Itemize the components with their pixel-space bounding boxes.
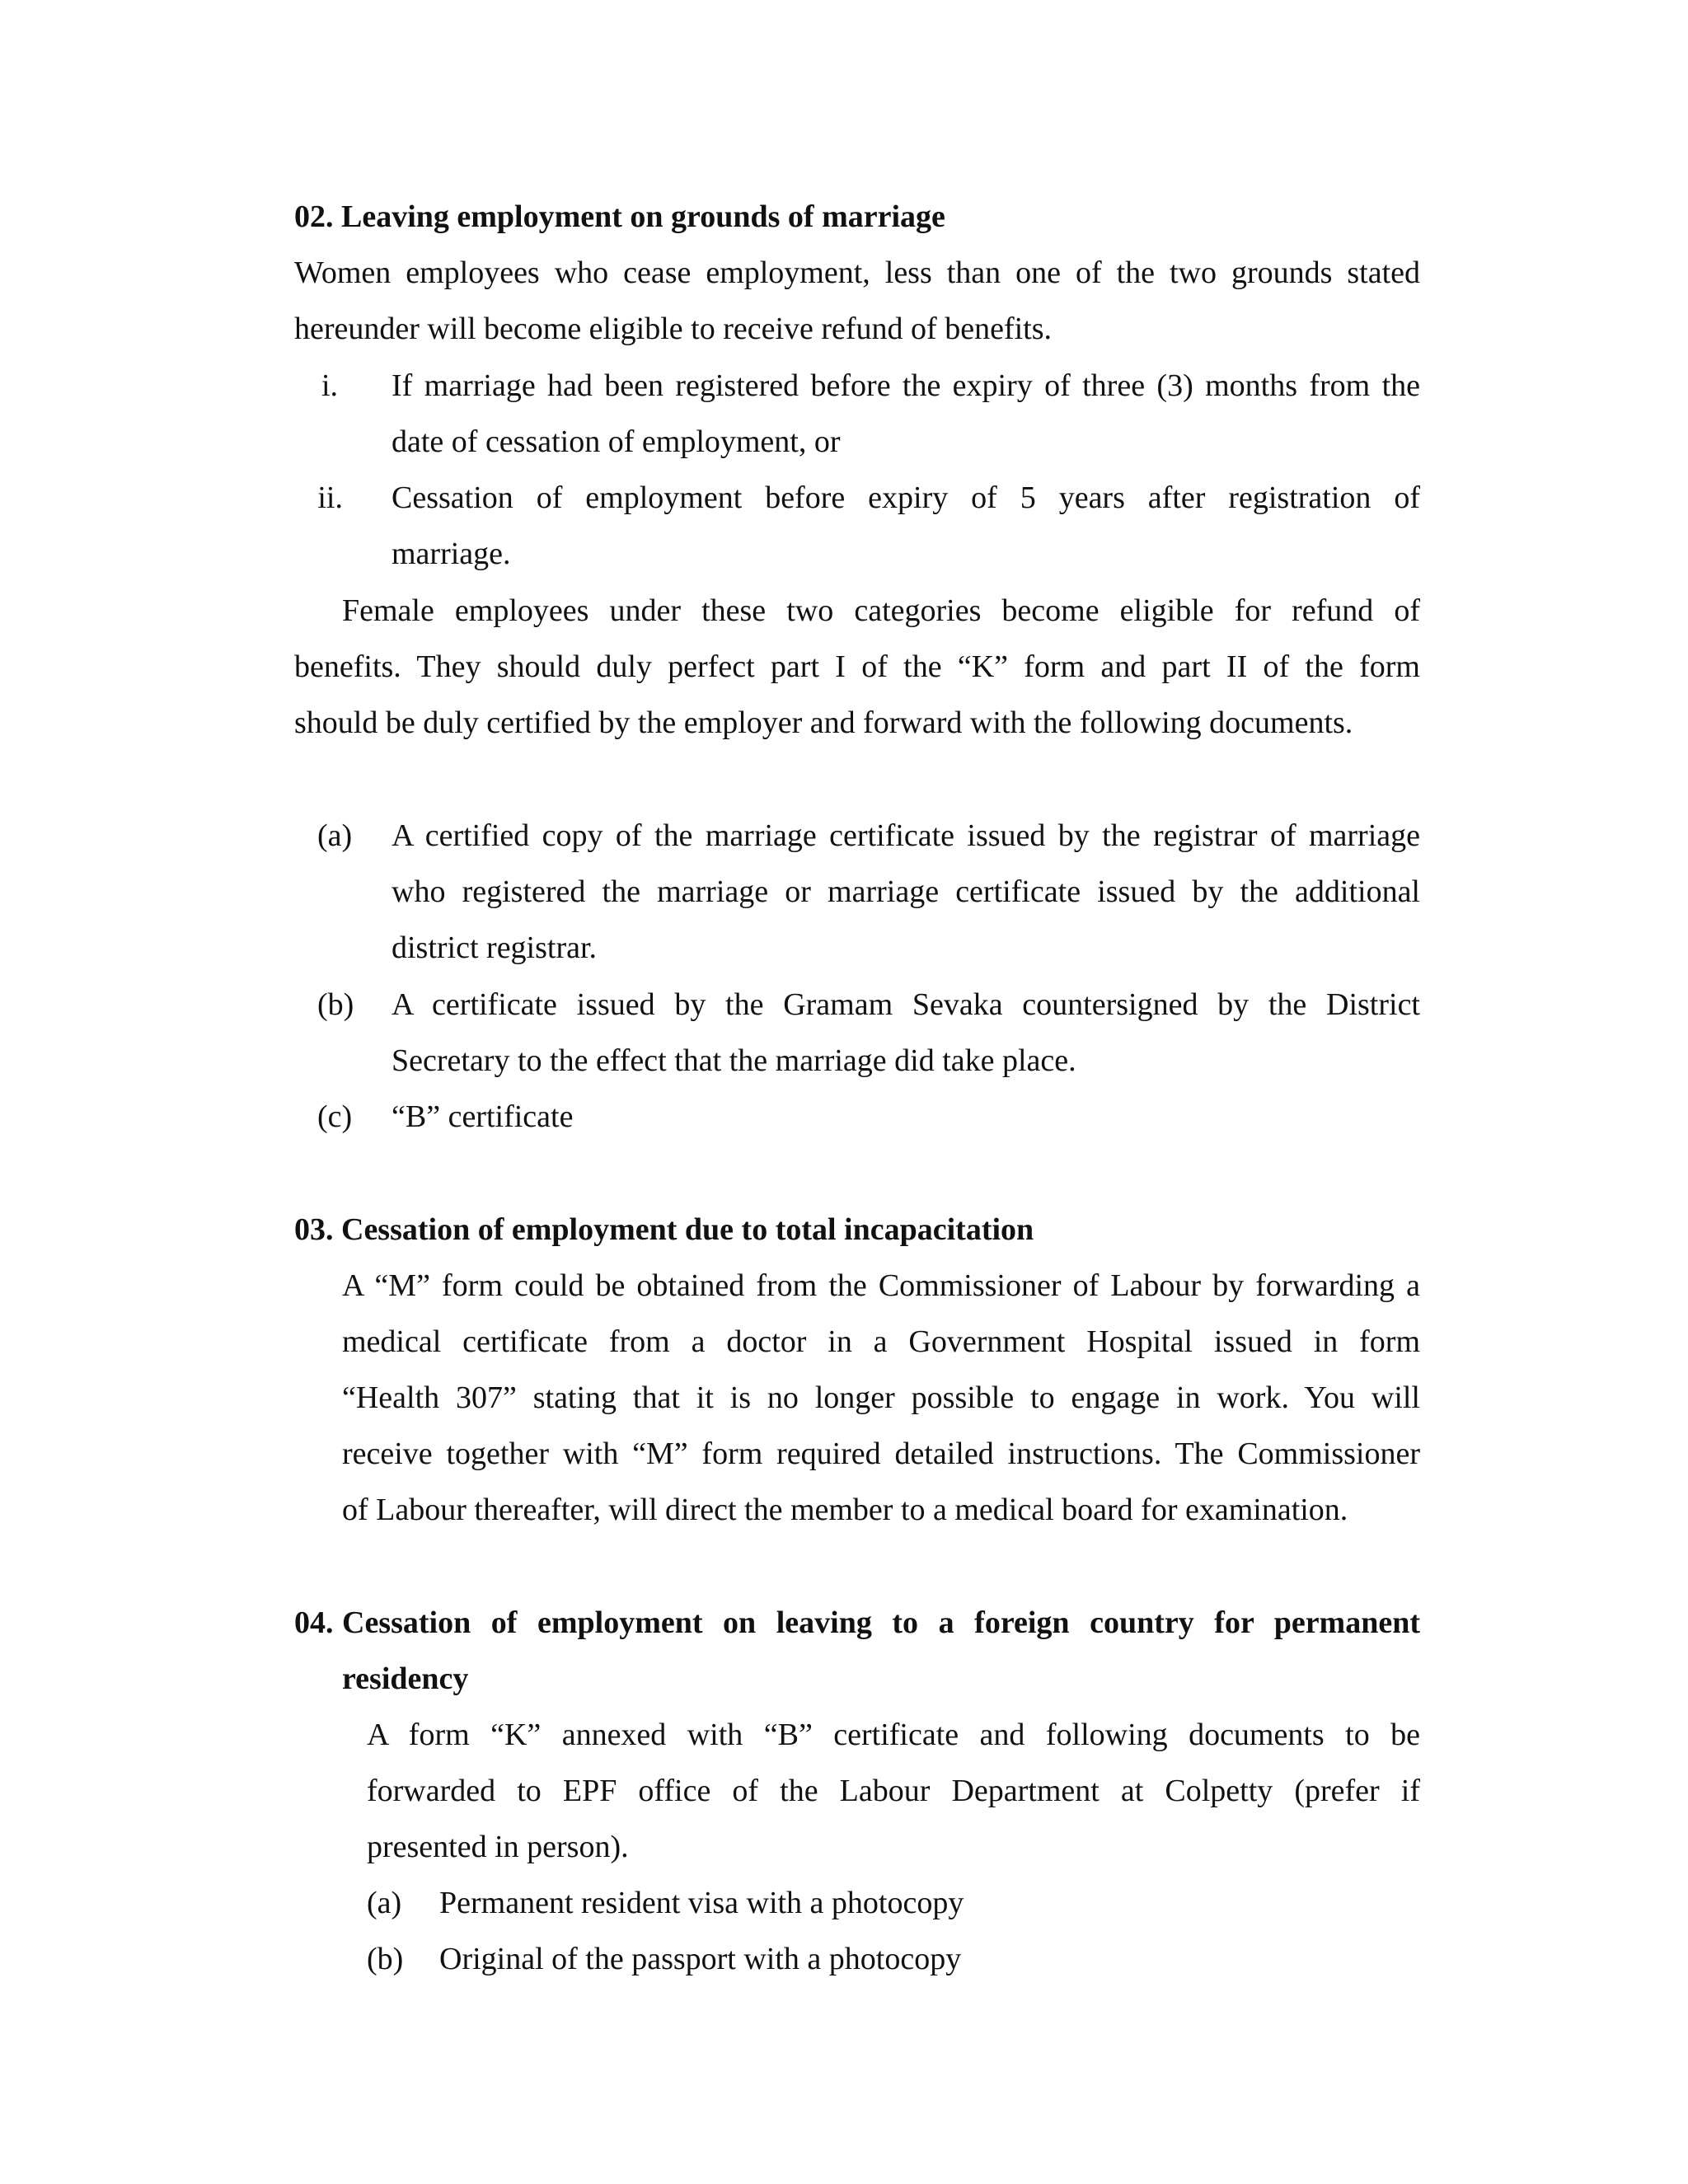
document-line: Original of the passport with a photocopy	[439, 1942, 962, 1976]
section-04-heading-line: residency	[342, 1661, 469, 1696]
document-line: who registered the marriage or marriage certificate issued by the additional	[392, 874, 1420, 909]
section-02-heading: 02. Leaving employment on grounds of marriage	[294, 199, 945, 234]
document-line: Permanent resident visa with a photocopy	[439, 1886, 964, 1920]
list-item-line: If marriage had been registered before the expiry of three (3) months from the	[392, 368, 1420, 403]
list-item-line: date of cessation of employment, or	[392, 424, 841, 459]
document-line: district registrar.	[392, 930, 598, 965]
section-03-heading: 03. Cessation of employment due to total incapacitation	[294, 1212, 1034, 1247]
section-04-paragraph-line: presented in person).	[367, 1830, 629, 1864]
section-02-paragraph-line: benefits. They should duly perfect part I of the “K” form and part II of the form	[294, 649, 1420, 684]
list-item-line: marriage.	[392, 537, 511, 571]
document-marker: (b)	[367, 1942, 404, 1976]
section-03-paragraph-line: “Health 307” stating that it is no longer possible to engage in work. You will	[342, 1380, 1420, 1415]
list-item-line: Cessation of employment before expiry of 5 years after registration of	[392, 480, 1420, 515]
section-03-paragraph-line: receive together with “M” form required detailed instructions. The Commissioner	[342, 1436, 1420, 1471]
document-marker: (b)	[317, 987, 354, 1022]
list-marker: ii.	[317, 480, 343, 515]
section-02-paragraph-line: Female employees under these two categories become eligible for refund of	[342, 593, 1420, 628]
section-04-paragraph-line: forwarded to EPF office of the Labour Department at Colpetty (prefer if	[367, 1774, 1420, 1808]
document-line: “B” certificate	[392, 1099, 574, 1134]
document-marker: (a)	[367, 1886, 402, 1920]
list-marker: i.	[321, 368, 338, 403]
section-02-intro-line: hereunder will become eligible to receive refund of benefits.	[294, 312, 1052, 346]
section-03-paragraph-line: of Labour thereafter, will direct the member to a medical board for examination.	[342, 1493, 1348, 1527]
document-line: A certificate issued by the Gramam Sevaka countersigned by the District	[392, 987, 1420, 1022]
document-marker: (c)	[317, 1099, 353, 1134]
section-03-paragraph-line: A “M” form could be obtained from the Commissioner of Labour by forwarding a	[342, 1268, 1420, 1303]
document-line: A certified copy of the marriage certificate issued by the registrar of marriage	[392, 818, 1420, 853]
document-marker: (a)	[317, 818, 353, 853]
section-02-intro-line: Women employees who cease employment, less than one of the two grounds stated	[294, 255, 1420, 290]
document-line: Secretary to the effect that the marriage did take place.	[392, 1043, 1076, 1078]
section-04-heading-line: Cessation of employment on leaving to a foreign country for permanent	[342, 1605, 1420, 1640]
section-02-paragraph-line: should be duly certified by the employer and forward with the following documents.	[294, 705, 1353, 740]
section-03-paragraph-line: medical certificate from a doctor in a Government Hospital issued in form	[342, 1324, 1420, 1359]
section-04-paragraph-line: A form “K” annexed with “B” certificate and following documents to be	[367, 1718, 1420, 1752]
section-04-number: 04.	[294, 1605, 334, 1640]
